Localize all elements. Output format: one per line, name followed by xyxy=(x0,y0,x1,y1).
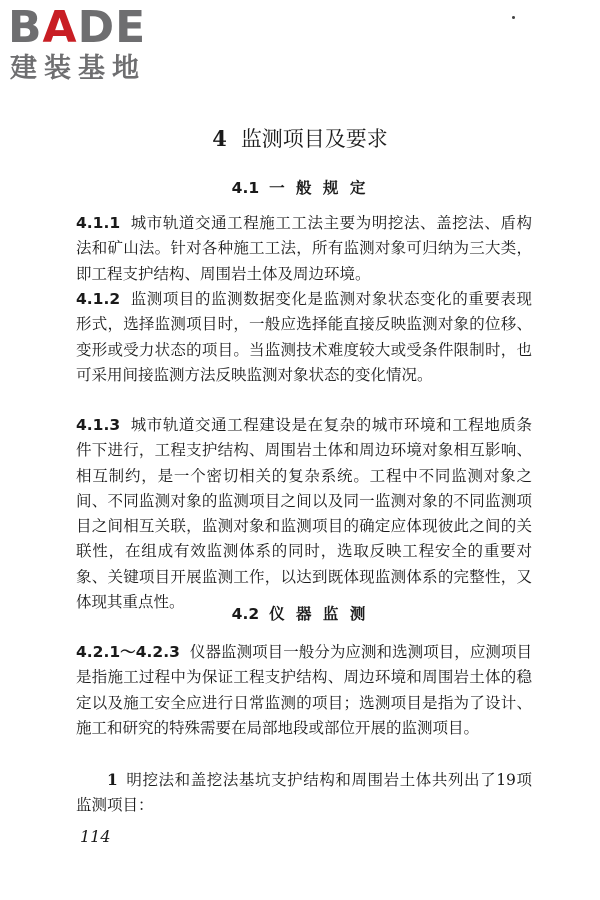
section-title-instrument xyxy=(0,602,600,626)
section-number: 4.2 xyxy=(231,605,260,623)
item-text: 明挖法和盖挖法基坑支护结构和周围岩土体共列出了19项监测项目： xyxy=(76,771,532,815)
chapter-title xyxy=(0,124,600,154)
clause-paragraph xyxy=(76,287,532,388)
clause-text: 监测项目的监测数据变化是监测对象状态变化的重要表现形式，选择监测项目时，一般应选择能直接反映监测对象的位移、变形或受力状态的项目。当监测技术难度较大或受条件限制时，也可采用间接监测方法反映监测对象状态的变化情况。 xyxy=(76,290,532,384)
clause-text: 城市轨道交通工程施工工法主要为明挖法、盖挖法、盾构法和矿山法。针对各种施工工法，所有监测对象可归纳为三大类，即工程支护结构、周围岩土体及周边环境。 xyxy=(76,214,532,283)
section-number: 4.1 xyxy=(231,179,260,197)
clause-paragraph xyxy=(76,413,532,615)
clause-text: 城市轨道交通工程建设是在复杂的城市环境和工程地质条件下进行，工程支护结构、周围岩土体和周边环境对象相互影响、相互制约，是一个密切相关的复杂系统。工程中不同监测对象之间、不同监测对象的监测项目之间以及同一监测对象的不同监测项目之间相互关联，监测对象和监测项目的确定应体现彼此之间的关联性，在组成有效监测体系的同时，选取反映工程安全的重要对象、关键项目开展监测工作，以达到既体现监测体系的完整性，又体现其重点性。 xyxy=(76,416,532,612)
section-title-text: 一 般 规 定 xyxy=(269,179,369,197)
section-title-text: 仪 器 监 测 xyxy=(269,605,369,623)
clause-number: 4.2.1～4.2.3 xyxy=(76,643,180,661)
logo-wordmark: BADE xyxy=(8,2,147,53)
page-number: 114 xyxy=(80,827,111,846)
clause-paragraph xyxy=(76,640,532,741)
clause-number: 4.1.1 xyxy=(76,214,121,232)
logo-subtitle: 建装基地 xyxy=(10,53,146,84)
list-item-paragraph xyxy=(76,767,532,819)
brand-logo xyxy=(8,4,180,94)
item-number: 1 xyxy=(107,770,118,789)
clause-text: 仪器监测项目一般分为应测和选测项目，应测项目是指施工过程中为保证工程支护结构、周边环境和周围岩土体的稳定以及施工安全应进行日常监测的项目；选测项目是指为了设计、施工和研究的特殊需要在局部地段或部位开展的监测项目。 xyxy=(76,643,532,737)
scan-speck xyxy=(512,16,515,19)
section-title-general xyxy=(0,176,600,200)
chapter-title-text: 监测项目及要求 xyxy=(240,127,388,151)
clause-number: 4.1.2 xyxy=(76,290,121,308)
chapter-number: 4 xyxy=(212,126,227,151)
clause-number: 4.1.3 xyxy=(76,416,121,434)
clause-paragraph xyxy=(76,211,532,287)
